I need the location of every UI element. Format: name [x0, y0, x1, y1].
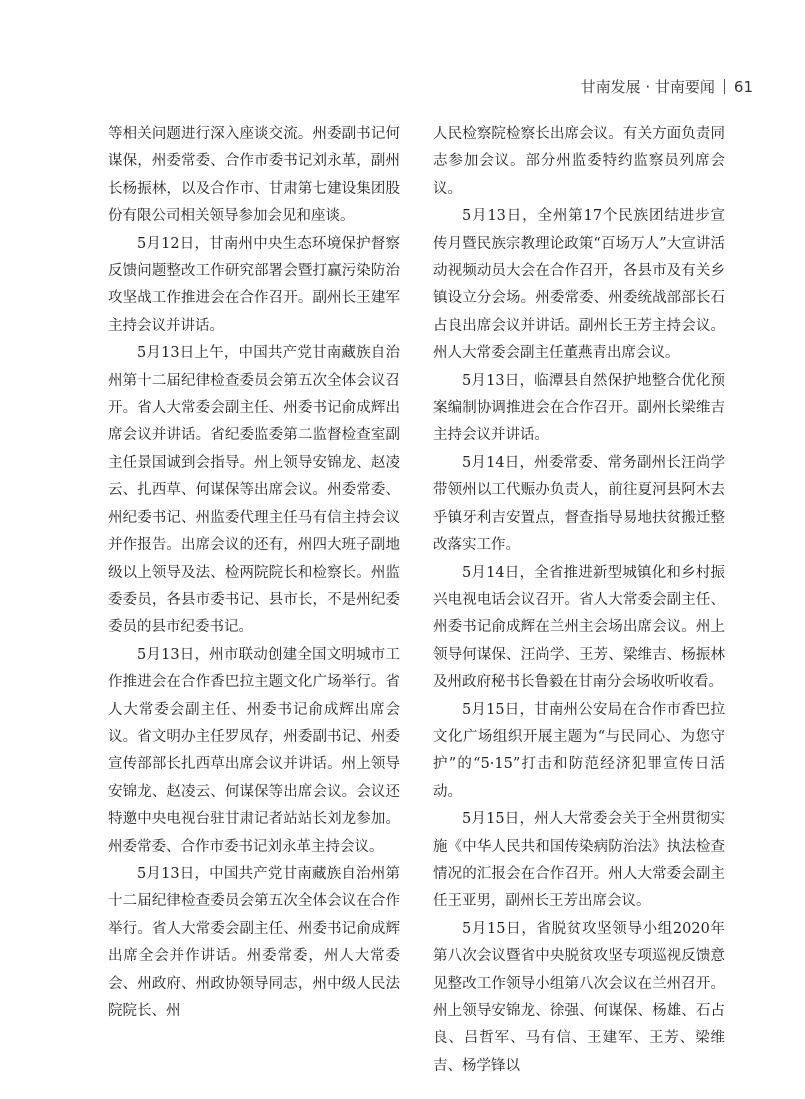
- paragraph: 人民检察院检察长出席会议。有关方面负责同志参加会议。部分州监委特约监察员列席会议。: [433, 126, 725, 197]
- paragraph: 5月15日，省脱贫攻坚领导小组2020年第八次会议暨省中央脱贫攻坚专项巡视反馈意见整改工作领导小组第八次会议在兰州召开。州上领导安锦龙、徐强、何谋保、杨雄、石占良、吕哲军、马有信、王建军、王芳、梁维吉、杨学锋以: [433, 920, 725, 1074]
- right-column: [433, 121, 725, 1080]
- paragraph: 5月12日，甘南州中央生态环境保护督察反馈问题整改工作研究部署会暨打赢污染防治攻坚战工作推进会在合作召开。副州长王建军主持会议并讲话。: [108, 235, 400, 334]
- page-number: 61: [733, 77, 753, 96]
- paragraph: 5月15日，州人大常委会关于全州贯彻实施《中华人民共和国传染病防治法》执法检查情况的汇报会在合作召开。州人大常委会副主任王亚男，副州长王芳出席会议。: [433, 811, 725, 910]
- paragraph: 5月14日，全省推进新型城镇化和乡村振兴电视电话会议召开。省人大常委会副主任、州委书记俞成辉在兰州主会场出席会议。州上领导何谋保、汪尚学、王芳、梁维吉、杨振林及州政府秘书长鲁毅在甘南分会场收听收看。: [433, 564, 725, 691]
- paragraph: 5月15日，甘南州公安局在合作市香巴拉文化广场组织开展主题为“与民同心、为您守护”的“5·15”打击和防范经济犯罪宣传日活动。: [433, 701, 725, 800]
- paragraph: 5月13日，临潭县自然保护地整合优化预案编制协调推进会在合作召开。副州长梁维吉主持会议并讲话。: [433, 372, 725, 444]
- paragraph: 等相关问题进行深入座谈交流。州委副书记何谋保，州委常委、合作市委书记刘永革，副州长杨振林，以及合作市、甘肃第七建设集团股份有限公司相关领导参加会见和座谈。: [108, 126, 400, 225]
- paragraph: 5月13日，中国共产党甘南藏族自治州第十二届纪律检查委员会第五次全体会议在合作举行。省人大常委会副主任、州委书记俞成辉出席全会并作讲话。州委常委，州人大常委会、州政府、州政协领导同志，州中级人民法院院长、州: [108, 865, 400, 1019]
- paragraph: 5月13日，州市联动创建全国文明城市工作推进会在合作香巴拉主题文化广场举行。省人大常委会副主任、州委书记俞成辉出席会议。省文明办主任罗凤存，州委副书记、州委宣传部部长扎西草出席会议并讲话。州上领导安锦龙、赵凌云、何谋保等出席会议。会议还特邀中央电视台驻甘肃记者站站长刘龙参加。州委常委、合作市委书记刘永革主持会议。: [108, 646, 400, 855]
- paragraph: 5月13日上午，中国共产党甘南藏族自治州第十二届纪律检查委员会第五次全体会议召开。省人大常委会副主任、州委书记俞成辉出席会议并讲话。省纪委监委第二监督检查室副主任景国诚到会指导。州上领导安锦龙、赵凌云、扎西草、何谋保等出席会议。州委常委、州纪委书记、州监委代理主任马有信主持会议并作报告。出席会议的还有，州四大班子副地级以上领导及法、检两院院长和检察长。州监委委员，各县市委书记、县市长，不是州纪委委员的县市纪委书记。: [108, 345, 400, 636]
- section-title: 甘南发展 · 甘南要闻: [580, 78, 715, 96]
- paragraph: 5月13日，全州第17个民族团结进步宣传月暨民族宗教理论政策“百场万人”大宣讲活动视频动员大会在合作召开，各县市及有关乡镇设立分会场。州委常委、州委统战部部长石占良出席会议并讲话。副州长王芳主持会议。州人大常委会副主任董燕青出席会议。: [433, 208, 725, 362]
- paragraph: 5月14日，州委常委、常务副州长汪尚学带领州以工代赈办负责人，前往夏河县阿木去乎镇牙利吉安置点，督查指导易地扶贫搬迁整改落实工作。: [433, 454, 725, 554]
- left-column: [108, 121, 400, 1025]
- page-header: [581, 76, 753, 97]
- header-divider: [724, 79, 725, 94]
